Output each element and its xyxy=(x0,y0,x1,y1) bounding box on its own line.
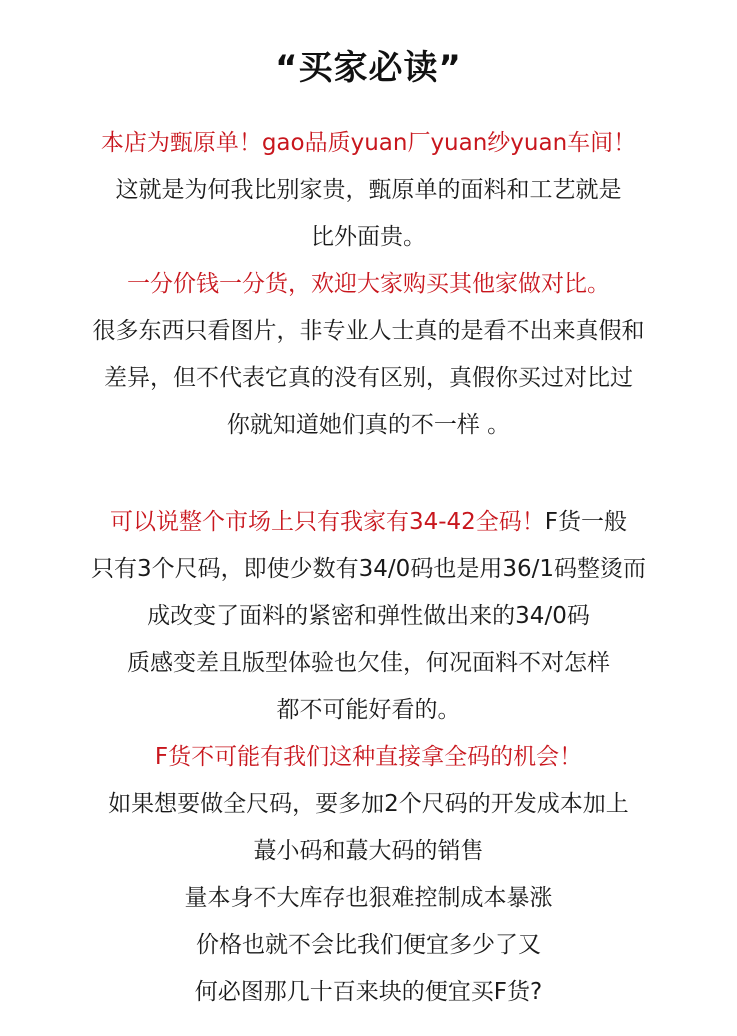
text-line xyxy=(0,408,737,442)
highlight-text: 可以说整个市场上只有我家有34-42全码！ xyxy=(109,509,545,535)
body-text: 差异，但不代表它真的没有区别，真假你买过对比过 xyxy=(104,365,633,391)
body-text: 蕞小码和蕞大码的销售 xyxy=(253,838,484,864)
body-text: 很多东西只看图片，非专业人士真的是看不出来真假和 xyxy=(92,318,645,344)
text-line xyxy=(0,314,737,348)
text-line xyxy=(0,693,737,727)
text-line xyxy=(0,834,737,868)
text-line xyxy=(0,126,737,160)
body-text: 成改变了面料的紧密和弹性做出来的34/0码 xyxy=(147,603,590,629)
body-text: F货一般 xyxy=(544,509,628,535)
text-line xyxy=(0,740,737,774)
page-title: “买家必读” xyxy=(275,48,462,88)
text-line xyxy=(0,267,737,301)
body-text: 比外面贵。 xyxy=(311,224,426,250)
text-line xyxy=(0,928,737,962)
body-text: 质感变差且版型体验也欠佳，何况面料不对怎样 xyxy=(127,650,610,676)
body-text: 价格也就不会比我们便宜多少了又 xyxy=(196,932,541,958)
text-line xyxy=(0,220,737,254)
body-text: 量本身不大库存也狠难控制成本暴涨 xyxy=(184,885,553,911)
text-line xyxy=(0,787,737,821)
body-text: 你就知道她们真的不一样 。 xyxy=(226,412,511,438)
highlight-text: F货不可能有我们这种直接拿全码的机会！ xyxy=(154,744,583,770)
body-text: 这就是为何我比别家贵，甄原单的面料和工艺就是 xyxy=(115,177,622,203)
text-line xyxy=(0,361,737,395)
highlight-text: 本店为甄原单！gao品质yuan厂yuan纱yuan车间！ xyxy=(100,130,637,156)
body-text: 何必图那几十百来块的便宜买F货? xyxy=(194,979,543,1005)
text-line xyxy=(0,505,737,539)
text-line xyxy=(0,599,737,633)
text-line xyxy=(0,552,737,586)
body-text: 只有3个尺码，即使少数有34/0码也是用36/1码整烫而 xyxy=(91,556,646,582)
text-line xyxy=(0,173,737,207)
text-line xyxy=(0,646,737,680)
text-line xyxy=(0,975,737,1009)
body-text: 如果想要做全尺码，要多加2个尺码的开发成本加上 xyxy=(108,791,629,817)
highlight-text: 一分价钱一分货，欢迎大家购买其他家做对比。 xyxy=(127,271,610,297)
body-text: 都不可能好看的。 xyxy=(276,697,461,723)
text-line xyxy=(0,881,737,915)
